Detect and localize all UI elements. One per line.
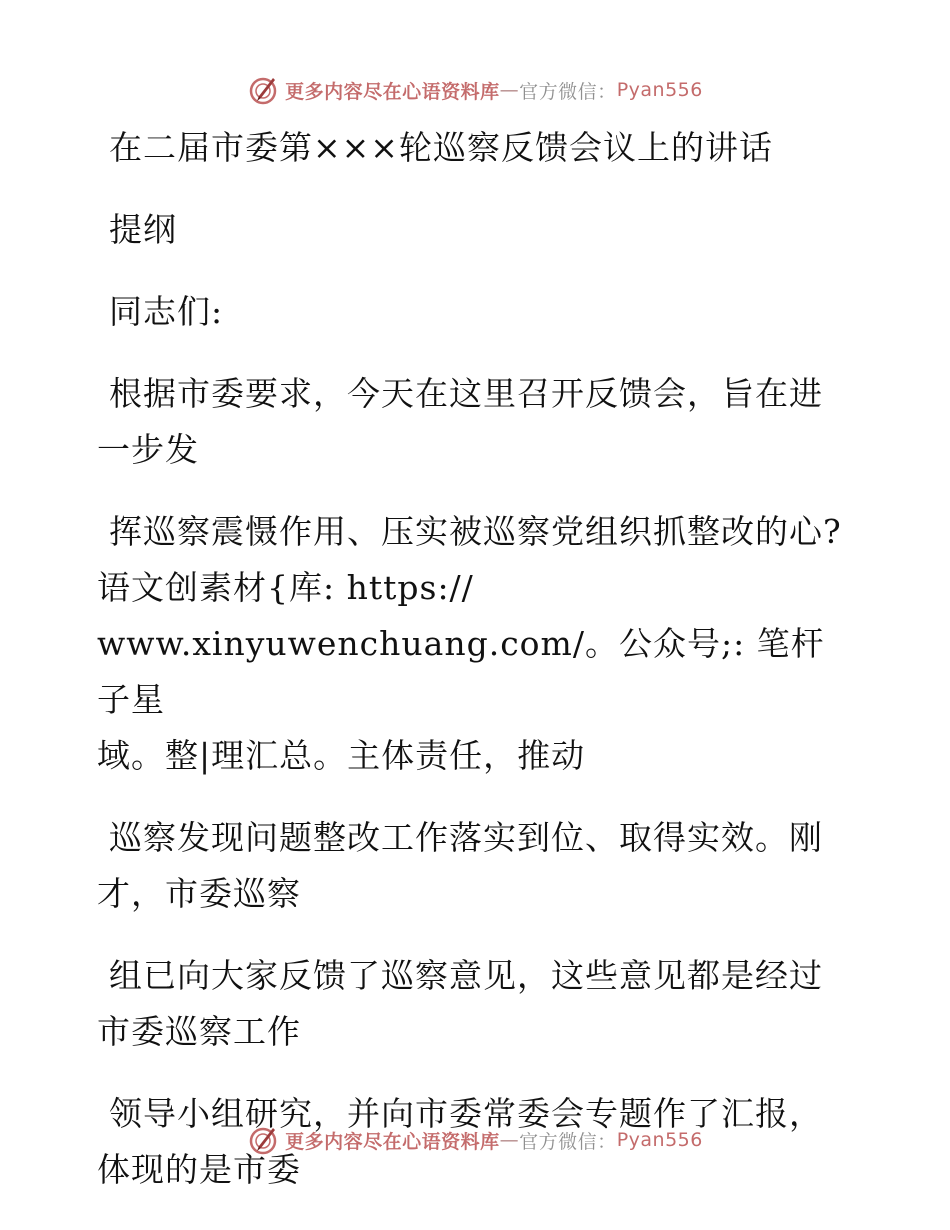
paragraph-line: 市委巡察工作 [97, 1012, 301, 1051]
paragraph-2 [97, 504, 857, 784]
paragraph-line: 域。整|理汇总。主体责任，推动 [97, 736, 586, 775]
watermark-wechat-id: Pyan556 [616, 1129, 703, 1151]
watermark-separator: — [499, 1129, 520, 1151]
watermark-main-text: 更多内容尽在心语资料库 [285, 80, 500, 103]
quill-logo-icon [247, 74, 279, 106]
paragraph-line: www.xinyuwenchuang.com/。公众号;: 笔杆子星 [97, 624, 825, 719]
quill-logo-icon [247, 1124, 279, 1156]
paragraph-line: 组已向大家反馈了巡察意见，这些意见都是经过 [109, 956, 823, 995]
watermark-wechat-id: Pyan556 [616, 79, 703, 101]
paragraph-line: 挥巡察震慑作用、压实被巡察党组织抓整改的心? [109, 512, 842, 551]
header-watermark [0, 70, 950, 110]
paragraph-line: 领导小组研究，并向市委常委会专题作了汇报， [109, 1094, 823, 1133]
watermark-separator: — [499, 79, 520, 101]
greeting: 同志们: [109, 292, 224, 331]
watermark-main-text: 更多内容尽在心语资料库 [285, 1130, 500, 1153]
paragraph-line: 一步发 [97, 430, 199, 469]
paragraph-line: 体现的是市委 [97, 1150, 301, 1189]
paragraph-line: 才，市委巡察 [97, 874, 301, 913]
document-subtitle: 提纲 [109, 210, 177, 249]
paragraph-1 [97, 366, 857, 478]
watermark-wechat-label: 官方微信： [519, 80, 617, 103]
paragraph-3 [97, 810, 857, 922]
paragraph-line: 根据市委要求，今天在这里召开反馈会，旨在进 [109, 374, 823, 413]
paragraph-4 [97, 948, 857, 1060]
footer-watermark [0, 1120, 950, 1160]
paragraph-line: 巡察发现问题整改工作落实到位、取得实效。刚 [109, 818, 823, 857]
document-body [97, 120, 857, 1198]
document-title: 在二届市委第×××轮巡察反馈会议上的讲话 [109, 128, 773, 167]
paragraph-line: 语文创素材{库: https:// [97, 568, 474, 607]
watermark-wechat-label: 官方微信： [519, 1130, 617, 1153]
